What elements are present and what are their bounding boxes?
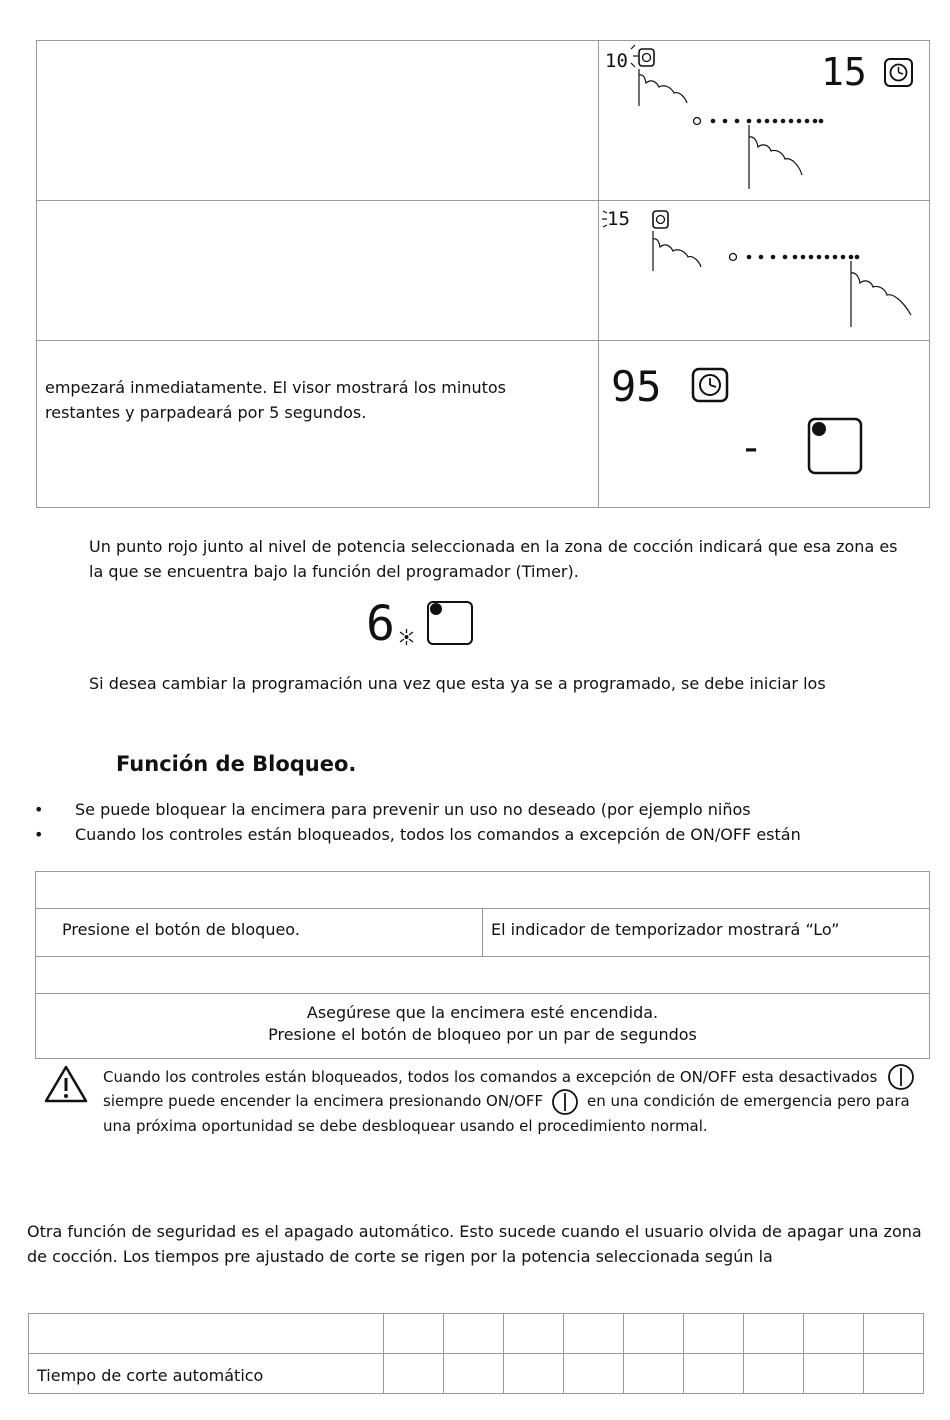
lock-table bbox=[35, 871, 930, 1059]
lock-step-text: Presione el botón de bloqueo. bbox=[62, 920, 300, 939]
cutoff-header-cell bbox=[804, 1314, 864, 1354]
slider-dots bbox=[694, 118, 824, 125]
cutoff-header-cell bbox=[564, 1314, 624, 1354]
timer-row3-text-cell bbox=[37, 341, 599, 508]
timer-dot-icon bbox=[812, 422, 826, 436]
cutoff-header-cell bbox=[864, 1314, 924, 1354]
unlock-instructions-cell bbox=[36, 994, 930, 1059]
power-button-icon bbox=[551, 1088, 579, 1116]
bullet-item-2: Cuando los controles están bloqueados, todos los comandos a excepción de ON/OFF están bbox=[75, 825, 801, 844]
lock-table-subheader-cell bbox=[36, 957, 930, 994]
timer-confirm-illustration bbox=[599, 201, 929, 336]
bullet-dot: • bbox=[34, 825, 44, 844]
zone-separator-dash: - bbox=[739, 425, 764, 471]
power-level-digit: 6 bbox=[366, 596, 395, 652]
red-dot-paragraph: Un punto rojo junto al nivel de potencia seleccionada en la zona de cocción indicará que esa zona es la que se encuentra bajo la función del programador (Timer). bbox=[89, 537, 898, 581]
warning-line-2b: en una condición de emergencia pero para bbox=[587, 1092, 910, 1110]
timer-row3-text: empezará inmediatamente. El visor mostrará los minutos restantes y parpadeará por 5 segundos. bbox=[45, 378, 507, 422]
cutoff-value-cell bbox=[564, 1354, 624, 1394]
red-dot-illustration bbox=[364, 596, 480, 652]
cutoff-header-cell bbox=[504, 1314, 564, 1354]
lock-result-cell bbox=[483, 909, 930, 957]
cutoff-header-cell bbox=[744, 1314, 804, 1354]
remaining-minutes-digits: 95 bbox=[611, 362, 662, 411]
timer-dot-icon bbox=[430, 603, 442, 615]
cutoff-value-cell bbox=[744, 1354, 804, 1394]
power-button-icon bbox=[887, 1063, 915, 1091]
cutoff-row-label: Tiempo de corte automático bbox=[37, 1366, 264, 1385]
cutoff-header-cell bbox=[624, 1314, 684, 1354]
cutoff-header-label-cell bbox=[29, 1314, 384, 1354]
lock-heading: Función de Bloqueo. bbox=[116, 752, 357, 776]
cutoff-value-cell bbox=[384, 1354, 444, 1394]
cutoff-header-cell bbox=[684, 1314, 744, 1354]
cutoff-value-cell bbox=[444, 1354, 504, 1394]
auto-off-paragraph: Otra función de seguridad es el apagado automático. Esto sucede cuando el usuario olvida de apagar una zona de cocción. Los tiempos pre ajustado de corte se rigen por la potencia seleccionada según la bbox=[27, 1222, 922, 1266]
timer-key-icon bbox=[639, 49, 654, 66]
slider-dots bbox=[730, 254, 860, 261]
warning-line-3: una próxima oportunidad se debe desbloquear usando el procedimiento normal. bbox=[103, 1117, 708, 1135]
cutoff-value-cell bbox=[864, 1354, 924, 1394]
warning-triangle-icon bbox=[44, 1064, 88, 1104]
unlock-line-2: Presione el botón de bloqueo por un par de segundos bbox=[268, 1025, 697, 1044]
lock-result-text: El indicador de temporizador mostrará “Lo” bbox=[491, 920, 840, 939]
small-timer-digits: 10 bbox=[605, 50, 628, 72]
big-timer-digits: 15 bbox=[821, 50, 867, 94]
unlock-line-1: Asegúrese que la encimera esté encendida. bbox=[306, 1003, 659, 1022]
warning-line-1: Cuando los controles están bloqueados, todos los comandos a excepción de ON/OFF esta desactivados bbox=[103, 1068, 878, 1086]
lock-step-cell bbox=[36, 909, 483, 957]
cutoff-label-cell bbox=[29, 1354, 384, 1394]
pointing-hand-icon bbox=[653, 231, 701, 271]
timer-key-icon bbox=[653, 211, 668, 228]
small-timer-digits: 15 bbox=[607, 208, 630, 230]
warning-line-2a: siempre puede encender la encimera presionando ON/OFF bbox=[103, 1092, 544, 1110]
cutoff-header-cell bbox=[384, 1314, 444, 1354]
pointing-hand-icon bbox=[749, 125, 802, 189]
cutoff-header-cell bbox=[444, 1314, 504, 1354]
bullet-item-1: Se puede bloquear la encimera para prevenir un uso no deseado (por ejemplo niños bbox=[75, 800, 751, 819]
timer-row3-figure bbox=[599, 341, 930, 508]
cutoff-value-cell bbox=[684, 1354, 744, 1394]
cutoff-table bbox=[28, 1313, 924, 1394]
timer-running-illustration bbox=[599, 341, 929, 503]
cutoff-value-cell bbox=[804, 1354, 864, 1394]
timer-row1-figure bbox=[599, 41, 930, 201]
lock-table-header-cell bbox=[36, 872, 930, 909]
blink-rays-icon bbox=[631, 45, 638, 67]
bullet-dot: • bbox=[34, 800, 44, 819]
change-program-text: Si desea cambiar la programación una vez que esta ya se a programado, se debe iniciar los bbox=[89, 674, 826, 693]
cutoff-value-cell bbox=[504, 1354, 564, 1394]
timer-row2-figure bbox=[599, 201, 930, 341]
timer-table bbox=[36, 40, 930, 508]
timer-set-minutes-illustration bbox=[599, 41, 929, 196]
timer-row1-text-cell bbox=[37, 41, 599, 201]
cutoff-value-cell bbox=[624, 1354, 684, 1394]
timer-row2-text-cell bbox=[37, 201, 599, 341]
pointing-hand-icon bbox=[851, 261, 911, 327]
pointing-hand-icon bbox=[639, 69, 687, 106]
